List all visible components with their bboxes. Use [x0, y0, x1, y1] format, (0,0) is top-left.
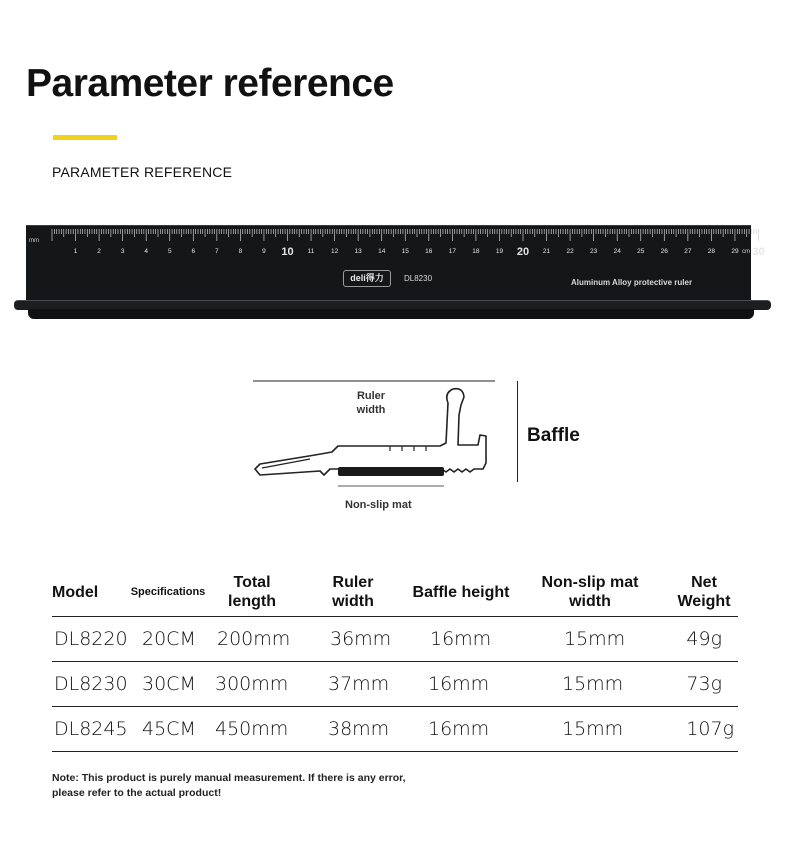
- ruler-number: 15: [401, 248, 409, 255]
- cell-model: DL8245: [54, 718, 128, 740]
- ruler-description: Aluminum Alloy protective ruler: [571, 278, 693, 287]
- ruler-number: 23: [590, 248, 598, 255]
- ruler-width-label: Ruler width: [356, 390, 386, 416]
- cell-weight: 73g: [686, 673, 722, 695]
- ruler-number: 5: [167, 248, 172, 255]
- ruler-number: 18: [472, 248, 480, 255]
- ruler-number: 21: [542, 248, 551, 255]
- page-subtitle: PARAMETER REFERENCE: [52, 164, 233, 180]
- ruler-number: 19: [495, 248, 504, 255]
- ruler-unit-mm: mm: [29, 238, 39, 244]
- ruler-number: 6: [191, 248, 196, 255]
- ruler-number: 14: [378, 248, 386, 255]
- ruler-foot: [28, 309, 754, 319]
- cell-model: DL8220: [54, 628, 128, 650]
- title-accent-bar: [53, 135, 117, 140]
- ruler-number: 29: [731, 248, 739, 255]
- ruler-number: 2: [97, 248, 101, 255]
- cell-weight: 107g: [686, 718, 734, 740]
- ruler-number: 13: [354, 248, 362, 255]
- ruler-number: 20: [516, 246, 530, 258]
- ruler-number: 7: [215, 248, 219, 255]
- header-total-length: Total length: [228, 574, 276, 610]
- cell-width: 37mm: [328, 673, 390, 695]
- cell-spec: 20CM: [142, 628, 196, 650]
- header-model: Model: [52, 583, 99, 601]
- cell-spec: 45CM: [142, 718, 196, 740]
- disclaimer-note: Note: This product is purely manual measurement. If there is any error, please refer to the actual product!: [52, 772, 406, 799]
- header-ruler-width: Ruler width: [332, 574, 374, 610]
- ruler-scale: [26, 226, 765, 266]
- ruler-number: 8: [238, 248, 243, 255]
- cell-mat: 15mm: [562, 718, 624, 740]
- cell-baffle: 16mm: [428, 718, 490, 740]
- ruler-number: 24: [613, 248, 621, 255]
- cell-baffle: 16mm: [428, 673, 490, 695]
- parameter-table: [52, 568, 738, 752]
- cell-weight: 49g: [686, 628, 722, 650]
- cell-mat: 15mm: [564, 628, 626, 650]
- cell-width: 36mm: [330, 628, 392, 650]
- ruler-image: [26, 225, 765, 302]
- cell-mat: 15mm: [562, 673, 624, 695]
- ruler-number: 26: [660, 248, 668, 255]
- header-specifications: Specifications: [130, 585, 206, 598]
- cell-model: DL8230: [54, 673, 128, 695]
- ruler-number: 9: [262, 248, 266, 255]
- ruler-inner-notches: [262, 446, 426, 468]
- ruler-number: 16: [425, 248, 433, 255]
- ruler-brand-logo: deli得力: [343, 270, 391, 287]
- ruler-number: 28: [707, 248, 716, 255]
- ruler-number: 10: [281, 246, 294, 258]
- ruler-number: 17: [448, 248, 456, 255]
- nonslip-mat-label: Non-slip mat: [345, 499, 412, 511]
- nonslip-mat: [338, 467, 444, 476]
- ruler-number: 30: [752, 246, 765, 258]
- ruler-number: 4: [144, 248, 149, 255]
- baffle-label: Baffle: [527, 425, 580, 446]
- ruler-unit-cm: cm: [742, 249, 750, 255]
- cell-baffle: 16mm: [430, 628, 492, 650]
- ruler-number: 12: [330, 248, 339, 255]
- ruler-model-text: DL8230: [404, 274, 433, 283]
- ruler-number: 11: [307, 248, 315, 255]
- table-row: [52, 662, 738, 707]
- cell-length: 200mm: [217, 628, 291, 650]
- ruler-number: 3: [120, 248, 125, 255]
- baffle-height-line: [517, 381, 518, 482]
- header-nonslip-width: Non-slip mat width: [541, 574, 639, 610]
- table-header-row: [52, 568, 738, 617]
- cell-width: 38mm: [328, 718, 390, 740]
- ruler-number: 1: [73, 248, 78, 255]
- page-title: Parameter reference: [26, 62, 394, 105]
- ruler-number: 22: [566, 248, 574, 255]
- table-row: [52, 617, 738, 662]
- cell-spec: 30CM: [142, 673, 196, 695]
- ruler-number: 25: [637, 248, 645, 255]
- ruler-number: 27: [684, 248, 692, 255]
- header-net-weight: Net Weight: [677, 574, 731, 610]
- header-baffle-height: Baffle height: [412, 583, 510, 601]
- cell-length: 450mm: [215, 718, 289, 740]
- cell-length: 300mm: [215, 673, 289, 695]
- table-row: [52, 707, 738, 752]
